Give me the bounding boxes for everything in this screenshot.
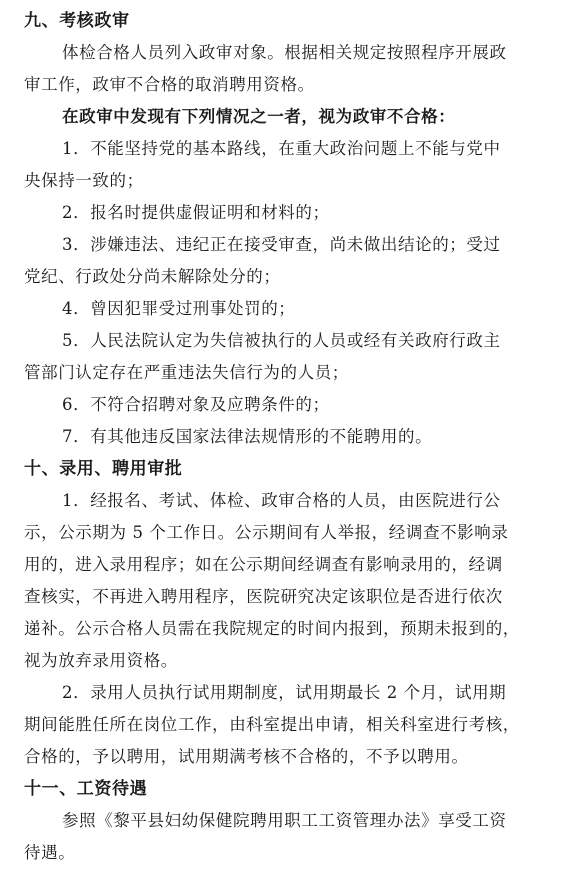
section-9-paragraph-line: 体检合格人员列入政审对象。根据相关规定按照程序开展政 [62,43,507,62]
criteria-item-1: 1．不能坚持党的基本路线，在重大政治问题上不能与党中 [62,139,501,158]
criteria-item-1-continued: 央保持一致的； [24,171,144,190]
section-9-paragraph-line: 审工作，政审不合格的取消聘用资格。 [24,75,315,94]
section-10-paragraph-line: 期间能胜任所在岗位工作，由科室提出申请，相关科室进行考核， [24,715,520,734]
section-10-paragraph-line: 2．录用人员执行试用期制度，试用期最长 2 个月，试用期 [62,683,507,702]
section-10-paragraph-line: 合格的，予以聘用，试用期满考核不合格的，不予以聘用。 [24,747,469,766]
section-11-heading: 十一、工资待遇 [24,779,148,799]
criteria-item-5-continued: 管部门认定存在严重违法失信行为的人员； [24,363,349,382]
section-10-paragraph-line: 用的，进入录用程序；如在公示期间经调查有影响录用的，经调 [24,555,503,574]
criteria-item-4: 4．曾因犯罪受过刑事处罚的； [62,299,296,318]
section-10-paragraph-line: 1．经报名、考试、体检、政审合格的人员，由医院进行公 [62,491,501,510]
criteria-item-3-continued: 党纪、行政处分尚未解除处分的； [24,267,281,286]
section-11-paragraph-line: 参照《黎平县妇幼保健院聘用职工工资管理办法》享受工资 [62,811,507,830]
section-9-criteria-intro: 在政审中发现有下列情况之一者，视为政审不合格： [62,107,456,126]
criteria-item-7: 7．有其他违反国家法律法规情形的不能聘用的。 [62,427,433,446]
criteria-item-6: 6．不符合招聘对象及应聘条件的； [62,395,330,414]
section-10-paragraph-line: 递补。公示合格人员需在我院规定的时间内报到，预期未报到的， [24,619,520,638]
criteria-item-2: 2．报名时提供虚假证明和材料的； [62,203,330,222]
section-9-heading: 九、考核政审 [24,11,130,31]
section-10-paragraph-line: 视为放弃录用资格。 [24,651,178,670]
section-10-heading: 十、录用、聘用审批 [24,459,183,479]
section-11-paragraph-line: 待遇。 [24,843,76,862]
criteria-item-5: 5．人民法院认定为失信被执行的人员或经有关政府行政主 [62,331,501,350]
criteria-item-3: 3．涉嫌违法、违纪正在接受审查，尚未做出结论的；受过 [62,235,501,254]
section-10-paragraph-line: 示，公示期为 5 个工作日。公示期间有人举报，经调查不影响录 [24,523,509,542]
section-10-paragraph-line: 查核实，不再进入聘用程序，医院研究决定该职位是否进行依次 [24,587,503,606]
